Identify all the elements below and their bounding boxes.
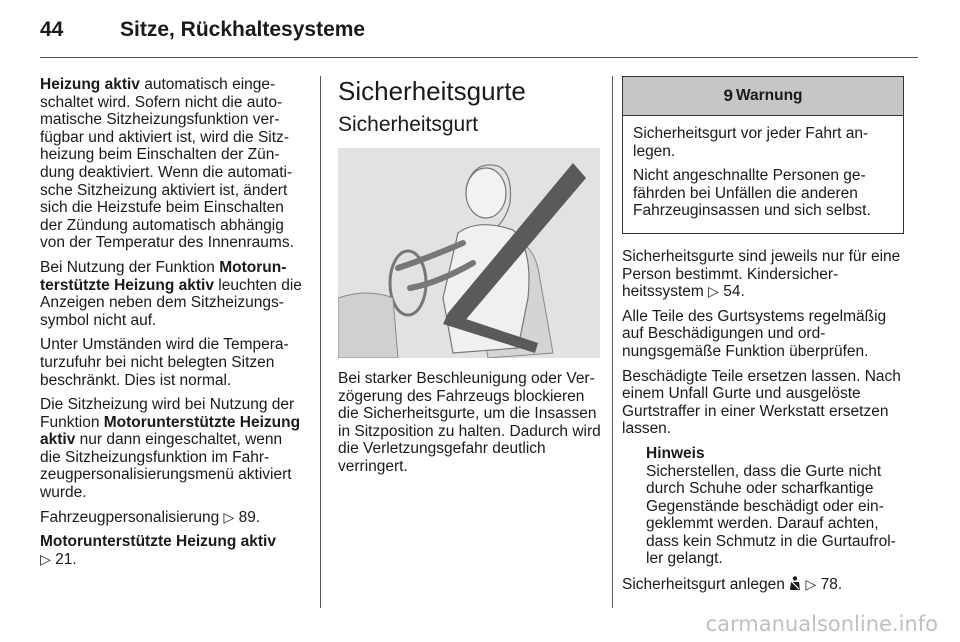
arrow-right-icon: ▷ [708, 283, 719, 300]
seatbelt-drawing-icon [338, 148, 600, 358]
seatbelt-person-icon [789, 576, 801, 591]
warning-text-2: Nicht angeschnallte Personen gefährden bei Unfällen die anderen Fahrzeuginsassen und sich selbst. [633, 167, 871, 220]
arrow-right-icon: ▷ [805, 576, 817, 593]
warning-title: Warnung [735, 87, 803, 105]
header-divider [40, 57, 918, 58]
paragraph-inspection: Alle Teile des Gurtsystems regelmäßig auf Beschädigungen und ordnungsgemäße Funktion überprüfen. [622, 307, 887, 360]
section-heading: Sicherheitsgurte [338, 76, 526, 106]
chapter-title: Sitze, Rückhaltesysteme [120, 18, 366, 41]
paragraph-one-person: Sicherheitsgurte sind jeweils nur für eine Person bestimmt. Kindersicherheitssystem ▷ 54. [622, 247, 901, 301]
paragraph-personalization: Die Sitzheizung wird bei Nutzung der Funktion Motorunterstützte Heizung aktiv nur dann eingeschaltet, wenn die Sitzheizungsfunktion im Fahrzeugpersonalisierungsmenü aktiviert wurde. [40, 396, 301, 502]
note-box [622, 445, 904, 568]
page-number: 44 [40, 18, 64, 41]
seatbelt-illustration [338, 148, 600, 358]
figure-caption: Bei starker Beschleunigung oder Verzögerung des Fahrzeugs blockieren die Sicherheitsgurte, um die Insassen in Sitzposition zu halten. Dadurch wird die Verletzungsgefahr deutlich verringert. [338, 370, 601, 475]
link-page-78[interactable]: 78. [820, 576, 843, 594]
paragraph-heating-auto: Heizung aktiv automatisch eingeschaltet wird. Sofern nicht die automatische Sitzheizungsfunktion verfügbar und aktiviert ist, wird die Sitzheizung beim Einschalten der Zündung deaktiviert. Wenn die automatische Sitzheizung aktiviert ist, ändert sich die Heizstufe beim Einschalten der Zündung automatisch abhängig von der Temperatur des Innenraums. [40, 76, 294, 252]
reference-fasten-belt: Sicherheitsgurt anlegen ▷ 78. [622, 576, 843, 594]
paragraph-temperature: Unter Umständen wird die Temperaturzufuhr bei nicht belegten Sitzen beschränkt. Dies ist normal. [40, 336, 289, 389]
column-1 [40, 76, 306, 568]
warning-text-1: Sicherheitsgurt vor jeder Fahrt anlegen. [633, 125, 869, 160]
warning-box [622, 76, 904, 234]
note-text: Sicherstellen, dass die Gurte nicht durch Schuhe oder scharfkantige Gegenstände beschädigt oder eingeklemmt werden. Darauf achten, dass kein Schmutz in die Gurtaufroller gelangt. [646, 462, 896, 568]
column-divider-1 [320, 76, 321, 608]
subsection-heading: Sicherheitsgurt [338, 113, 479, 136]
page-header [40, 18, 920, 58]
link-page-21[interactable]: 21. [55, 550, 77, 568]
arrow-right-icon: ▷ [40, 550, 51, 567]
link-page-89[interactable]: 89. [238, 508, 261, 526]
warning-body [623, 116, 903, 233]
watermark: carmanualsonline.info [705, 612, 938, 636]
link-page-54[interactable]: 54. [723, 283, 745, 301]
paragraph-replacement: Beschädigte Teile ersetzen lassen. Nach einem Unfall Gurte und ausgelöste Gurtstraffer in einer Werkstatt ersetzen lassen. [622, 367, 901, 438]
column-3 [622, 76, 904, 601]
note-title: Hinweis [646, 444, 705, 462]
warning-header [623, 77, 903, 116]
paragraph-indicators: Bei Nutzung der Funktion Motorunterstützte Heizung aktiv leuchten die Anzeigen neben dem Sitzheizungssymbol nicht auf. [40, 258, 302, 329]
reference-engine-heating: Motorunterstützte Heizung aktiv ▷ 21. [40, 533, 276, 568]
column-2 [338, 76, 604, 483]
warning-icon: 9 [723, 86, 733, 106]
arrow-right-icon: ▷ [223, 508, 235, 525]
column-divider-2 [612, 76, 613, 608]
reference-personalization: Fahrzeugpersonalisierung ▷ 89. [40, 508, 261, 526]
